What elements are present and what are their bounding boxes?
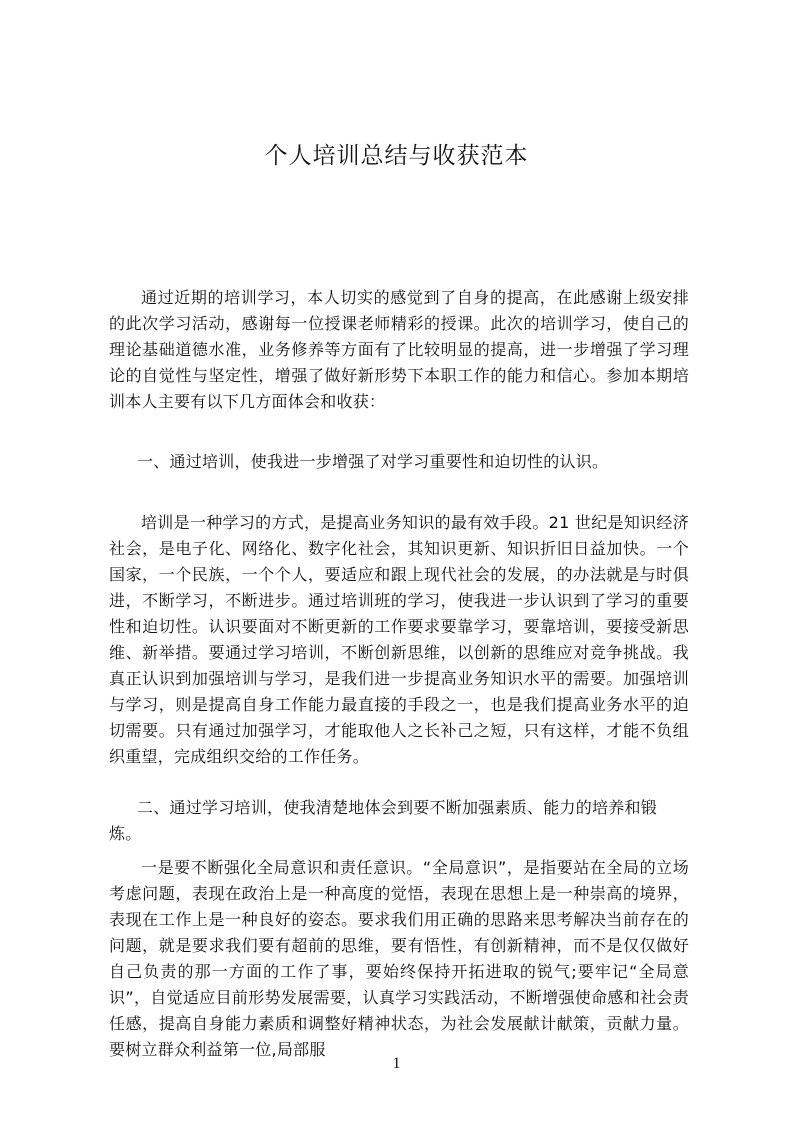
page-number: 1 (392, 1055, 401, 1072)
intro-paragraph: 通过近期的培训学习，本人切实的感觉到了自身的提高，在此感谢上级安排的此次学习活动，感谢每一位授课老师精彩的授课。此次的培训学习，使自己的理论基础道德水准，业务修养等方面有了比较明显的提高，进一步增强了学习理论的自觉性与坚定性，增强了做好新形势下本职工作的能力和信心。参加本期培训本人主要有以下几方面体会和收获： (109, 288, 689, 411)
section-paragraph-1: 培训是一种学习的方式，是提高业务知识的最有效手段。21 世纪是知识经济社会，是电子化、网络化、数字化社会，其知识更新、知识折旧日益加快。一个国家，一个民族，一个个人，要适应和跟上现代社会的发展，的办法就是与时俱进，不断学习，不断进步。通过培训班的学习，使我进一步认识到了学习的重要性和迫切性。认识要面对不断更新的工作要求要靠学习，要靠培训，要接受新思维、新举措。要通过学习培训，不断创新思维，以创新的思维应对竞争挑战。我真正认识到加强培训与学习，是我们进一步提高业务知识水平的需要。加强培训与学习，则是提高自身工作能力最直接的手段之一，也是我们提高业务水平的迫切需要。只有通过加强学习，才能取他人之长补己之短，只有这样，才能不负组织重望，完成组织交给的工作任务。 (109, 513, 689, 766)
document-title: 个人培训总结与收获范本 (264, 143, 529, 169)
section-paragraph-2: 一是要不断强化全局意识和责任意识。“全局意识”，是指要站在全局的立场考虑问题，表现在政治上是一种高度的觉悟，表现在思想上是一种崇高的境界，表现在工作上是一种良好的姿态。要求我们用正确的思路来思考解决当前存在的问题，就是要求我们要有超前的思维，要有悟性，有创新精神，而不是仅仅做好自己负责的那一方面的工作了事，要始终保持开拓进取的锐气;要牢记“全局意识”，自觉适应目前形势发展需要，认真学习实践活动，不断增强使命感和社会责任感，提高自身能力素质和调整好精神状态，为社会发展献计献策，贡献力量。要树立群众利益第一位,局部服 (109, 858, 689, 1059)
section-heading-2: 二、通过学习培训，使我清楚地体会到要不断加强素质、能力的培养和锻炼。 (109, 798, 658, 843)
section-heading-1: 一、通过培训，使我进一步增强了对学习重要性和迫切性的认识。 (137, 452, 609, 471)
